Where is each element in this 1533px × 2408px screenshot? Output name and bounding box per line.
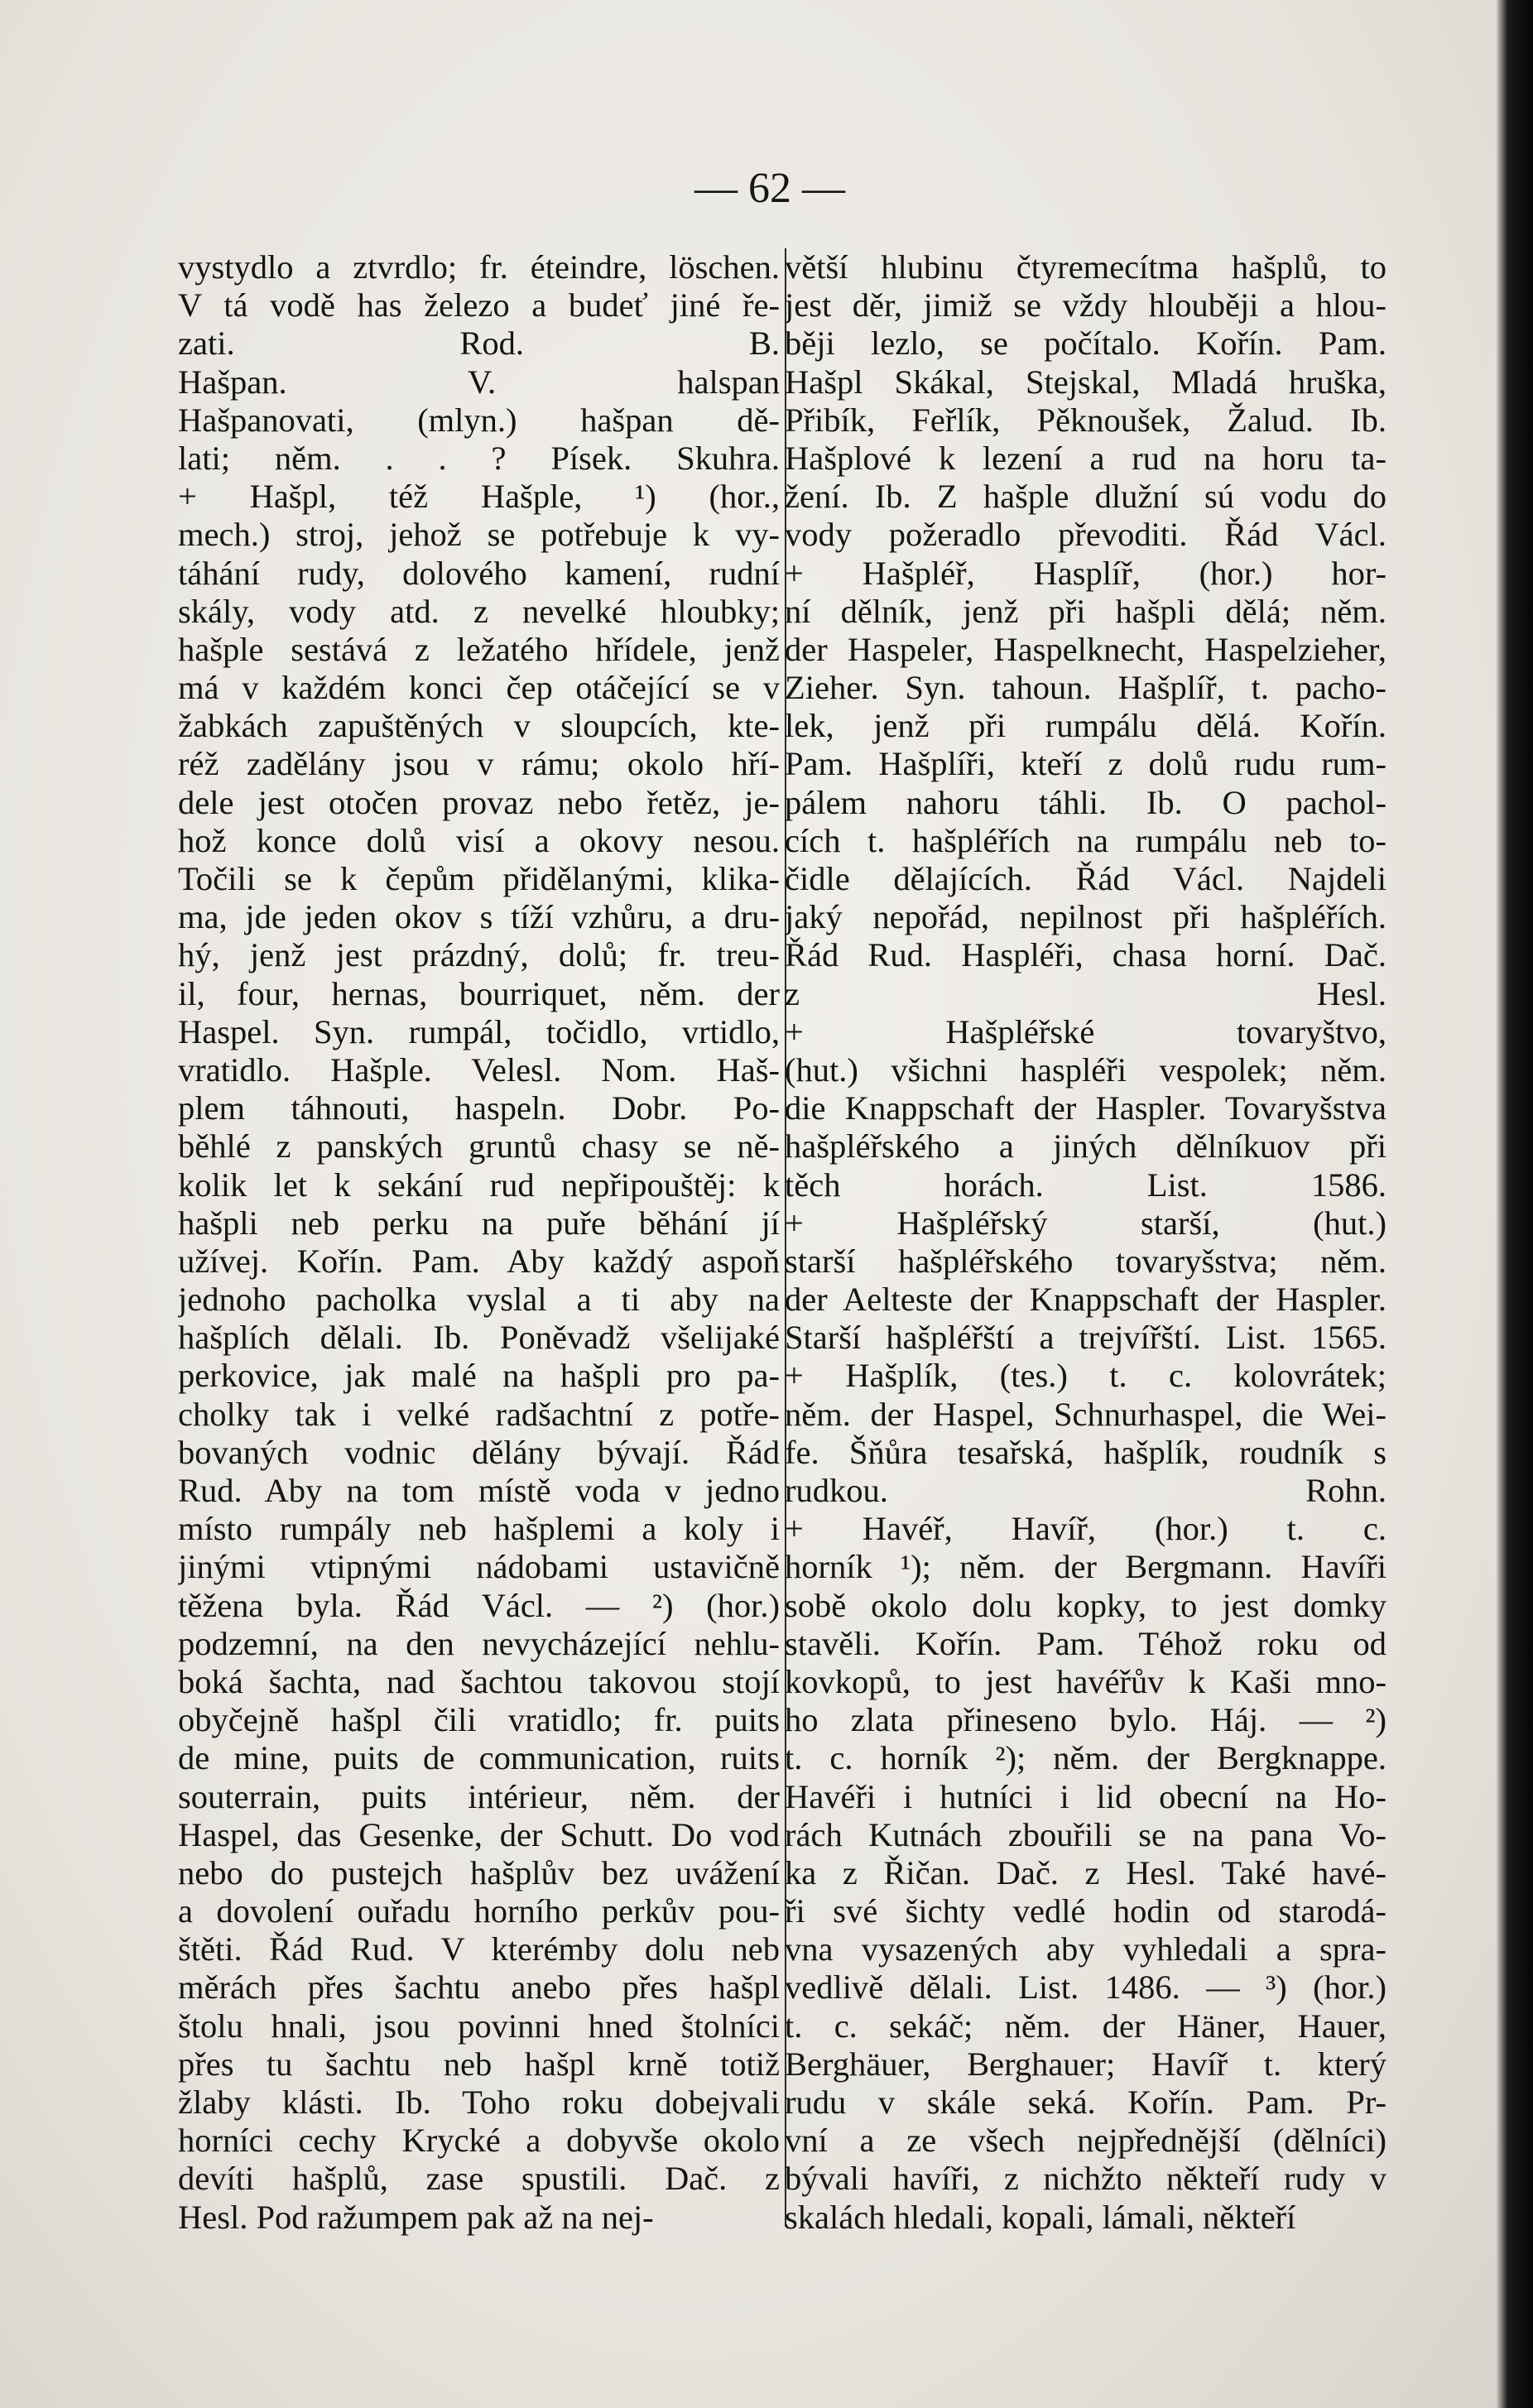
- right-column-line: vní a ze všech nejpřednější (dělníci): [785, 2122, 1386, 2160]
- left-column-line: užívej. Kořín. Pam. Aby každý aspoň: [178, 1242, 780, 1280]
- left-column-line: měrách přes šachtu anebo přes hašpl: [178, 1968, 780, 2007]
- right-column-line: lek, jenž při rumpálu dělá. Kořín.: [785, 707, 1386, 745]
- left-column: [178, 248, 780, 2237]
- left-column-line: boká šachta, nad šachtou takovou stojí: [178, 1662, 780, 1700]
- left-column-line: jinými vtipnými nádobami ustavičně: [178, 1548, 780, 1586]
- right-column-line: der Aelteste der Knappschaft der Haspler.: [785, 1281, 1386, 1319]
- right-column-line: starší hašpléřského tovaryšstva; něm.: [785, 1242, 1386, 1280]
- left-column-line: horníci cechy Krycké a dobyvše okolo: [178, 2122, 780, 2160]
- right-column-line: větší hlubinu čtyremecítma hašplů, to: [785, 248, 1386, 286]
- left-column-line: vratidlo. Hašple. Velesl. Nom. Haš-: [178, 1050, 780, 1089]
- left-column-line: běhlé z panských gruntů chasy se ně-: [178, 1127, 780, 1166]
- left-column-line: souterrain, puits intérieur, něm. der: [178, 1777, 780, 1815]
- right-column-line: vedlivě dělali. List. 1486. — ³) (hor.): [785, 1968, 1386, 2007]
- left-column-line: zati. Rod. B.: [178, 324, 780, 363]
- right-column-line: skalách hledali, kopali, lámali, někteří: [785, 2198, 1296, 2236]
- right-column-line: t. c. sekáč; něm. der Häner, Hauer,: [785, 2007, 1386, 2045]
- right-column-line: Přibík, Feřlík, Pěknoušek, Žalud. Ib.: [785, 401, 1386, 439]
- left-column-line: obyčejně hašpl čili vratidlo; fr. puits: [178, 1701, 780, 1739]
- left-column-line: štolu hnali, jsou povinni hned štolníci: [178, 2007, 780, 2045]
- left-column-line: perkovice, jak malé na hašpli pro pa-: [178, 1357, 780, 1395]
- right-column-line: Hašplové k lezení a rud na horu ta-: [785, 439, 1386, 477]
- right-column-line: sobě okolo dolu kopky, to jest domky: [785, 1586, 1386, 1624]
- right-column-line: die Knappschaft der Haspler. Tovaryšstva: [785, 1089, 1386, 1127]
- right-column-line: bývali havíři, z nichžto někteří rudy v: [785, 2160, 1386, 2198]
- right-column-line: čidle dělajících. Řád Václ. Najdeli: [785, 860, 1386, 897]
- right-column: [785, 248, 1386, 2237]
- left-column-line: V tá vodě has železo a budeť jiné ře-: [178, 286, 780, 324]
- right-column-line: + Havéř, Havíř, (hor.) t. c.: [785, 1510, 1386, 1548]
- left-column-line: + Hašpl, též Hašple, ¹) (hor.,: [178, 478, 780, 516]
- right-column-line: něm. der Haspel, Schnurhaspel, die Wei-: [785, 1395, 1386, 1433]
- left-column-line: lati; něm. . . ? Písek. Skuhra.: [178, 439, 780, 477]
- left-column-line: má v každém konci čep otáčející se v: [178, 669, 780, 707]
- right-column-line: Řád Rud. Haspléři, chasa horní. Dač.: [785, 936, 1386, 974]
- left-column-line: il, four, hernas, bourriquet, něm. der: [178, 974, 780, 1012]
- right-column-line: ři své šichty vedlé hodin od starodá-: [785, 1892, 1386, 1930]
- right-column-line: těch horách. List. 1586.: [785, 1166, 1386, 1204]
- right-column-line: běji lezlo, se počítalo. Kořín. Pam.: [785, 324, 1386, 363]
- right-column-line: žení. Ib. Z hašple dlužní sú vodu do: [785, 478, 1386, 516]
- left-column-line: ma, jde jeden okov s tíží vzhůru, a dru-: [178, 898, 780, 936]
- right-column-line: pálem nahoru táhli. Ib. O pachol-: [785, 783, 1386, 821]
- right-column-line: + Hašplík, (tes.) t. c. kolovrátek;: [785, 1357, 1386, 1395]
- right-column-line: + Hašpléřský starší, (hut.): [785, 1204, 1386, 1242]
- left-column-line: Haspel. Syn. rumpál, točidlo, vrtidlo,: [178, 1012, 780, 1050]
- left-column-line: jednoho pacholka vyslal a ti aby na: [178, 1281, 780, 1319]
- left-column-line: žlaby klásti. Ib. Toho roku dobejvali: [178, 2084, 780, 2121]
- right-column-line: rudu v skále seká. Kořín. Pam. Pr-: [785, 2084, 1386, 2121]
- right-column-line: ní dělník, jenž při hašpli dělá; něm.: [785, 592, 1386, 630]
- right-column-line: Havéři i hutníci i lid obecní na Ho-: [785, 1777, 1386, 1815]
- left-column-line: hož konce dolů visí a okovy nesou.: [178, 821, 780, 859]
- right-column-line: rách Kutnách zbouřili se na pana Vo-: [785, 1815, 1386, 1853]
- right-column-line: jest děr, jimiž se vždy hlouběji a hlou-: [785, 286, 1386, 324]
- right-column-line: cích t. hašpléřích na rumpálu neb to-: [785, 821, 1386, 859]
- left-column-line: skály, vody atd. z nevelké hloubky;: [178, 592, 780, 630]
- right-column-line: Hašpl Skákal, Stejskal, Mladá hruška,: [785, 363, 1386, 401]
- right-column-line: vna vysazených aby vyhledali a spra-: [785, 1930, 1386, 1968]
- right-column-line: + Hašpléř, Hasplíř, (hor.) hor-: [785, 554, 1386, 592]
- right-column-line: ho zlata přineseno bylo. Háj. — ²): [785, 1701, 1386, 1739]
- left-column-line: hašpli neb perku na puře běhání jí: [178, 1204, 780, 1242]
- right-column-line: kovkopů, to jest havéřův k Kaši mno-: [785, 1662, 1386, 1700]
- left-column-line: plem táhnouti, haspeln. Dobr. Po-: [178, 1089, 780, 1127]
- left-column-line: Hašpan. V. halspan: [178, 363, 780, 401]
- right-column-line: jaký nepořád, nepilnost při hašpléřích.: [785, 898, 1386, 936]
- right-column-line: vody požeradlo převoditi. Řád Václ.: [785, 516, 1386, 554]
- left-column-line: bovaných vodnic dělány bývají. Řád: [178, 1433, 780, 1471]
- right-column-line: ka z Řičan. Dač. z Hesl. Také havé-: [785, 1853, 1386, 1891]
- left-column-line: devíti hašplů, zase spustili. Dač. z: [178, 2160, 780, 2198]
- right-column-line: Zieher. Syn. tahoun. Hašplíř, t. pacho-: [785, 669, 1386, 707]
- left-column-line: táhání rudy, dolového kamení, rudní: [178, 554, 780, 592]
- left-column-line: Hesl. Pod ražumpem pak až na nej-: [178, 2198, 654, 2236]
- left-column-line: dele jest otočen provaz nebo řetěz, je-: [178, 783, 780, 821]
- right-column-line: fe. Šňůra tesařská, hašplík, roudník s: [785, 1433, 1386, 1471]
- right-column-line: + Hašpléřské tovaryštvo,: [785, 1012, 1386, 1050]
- right-column-line: der Haspeler, Haspelknecht, Haspelzieher,: [785, 630, 1386, 668]
- right-column-line: horník ¹); něm. der Bergmann. Havíři: [785, 1548, 1386, 1586]
- right-column-line: Pam. Hašplíři, kteří z dolů rudu rum-: [785, 745, 1386, 783]
- right-column-line: (hut.) všichni haspléři vespolek; něm.: [785, 1050, 1386, 1089]
- right-column-line: z Hesl.: [785, 974, 1386, 1012]
- left-column-line: přes tu šachtu neb hašpl krně totiž: [178, 2045, 780, 2083]
- left-column-line: Točili se k čepům přidělanými, klika-: [178, 860, 780, 897]
- right-column-line: hašpléřského a jiných dělníkuov při: [785, 1127, 1386, 1166]
- left-column-line: kolik let k sekání rud nepřipouštěj: k: [178, 1166, 780, 1204]
- left-column-line: štěti. Řád Rud. V kterémby dolu neb: [178, 1930, 780, 1968]
- left-column-line: hašplích dělali. Ib. Poněvadž všelijaké: [178, 1319, 780, 1357]
- left-column-line: Haspel, das Gesenke, der Schutt. Do vod: [178, 1815, 780, 1853]
- right-column-line: Berghäuer, Berghauer; Havíř t. který: [785, 2045, 1386, 2083]
- left-column-line: vystydlo a ztvrdlo; fr. éteindre, löschen.: [178, 248, 780, 286]
- left-column-line: Hašpanovati, (mlyn.) hašpan dě-: [178, 401, 780, 439]
- right-column-line: rudkou. Rohn.: [785, 1472, 1386, 1509]
- left-column-line: cholky tak i velké radšachtní z potře-: [178, 1395, 780, 1433]
- right-column-line: t. c. horník ²); něm. der Bergknappe.: [785, 1739, 1386, 1777]
- left-column-line: těžena byla. Řád Václ. — ²) (hor.): [178, 1586, 780, 1624]
- left-column-line: Rud. Aby na tom místě voda v jedno: [178, 1472, 780, 1509]
- left-column-line: a dovolení ouřadu horního perkův pou-: [178, 1892, 780, 1930]
- left-column-line: podzemní, na den nevycházející nehlu-: [178, 1624, 780, 1662]
- page-number: — 62 —: [694, 165, 845, 212]
- left-column-line: hašple sestává z ležatého hřídele, jenž: [178, 630, 780, 668]
- left-column-line: mech.) stroj, jehož se potřebuje k vy-: [178, 516, 780, 554]
- left-column-line: réž zadělány jsou v rámu; okolo hří-: [178, 745, 780, 783]
- left-column-line: nebo do pustejch hašplův bez uvážení: [178, 1853, 780, 1891]
- left-column-line: de mine, puits de communication, ruits: [178, 1739, 780, 1777]
- left-column-line: místo rumpály neb hašplemi a koly i: [178, 1510, 780, 1548]
- right-column-line: Starší hašpléřští a trejvířští. List. 1565.: [785, 1319, 1386, 1357]
- page-edge-shadow: [1497, 0, 1533, 2408]
- left-column-line: hý, jenž jest prázdný, dolů; fr. treu-: [178, 936, 780, 974]
- right-column-line: stavěli. Kořín. Pam. Téhož roku od: [785, 1624, 1386, 1662]
- left-column-line: žabkách zapuštěných v sloupcích, kte-: [178, 707, 780, 745]
